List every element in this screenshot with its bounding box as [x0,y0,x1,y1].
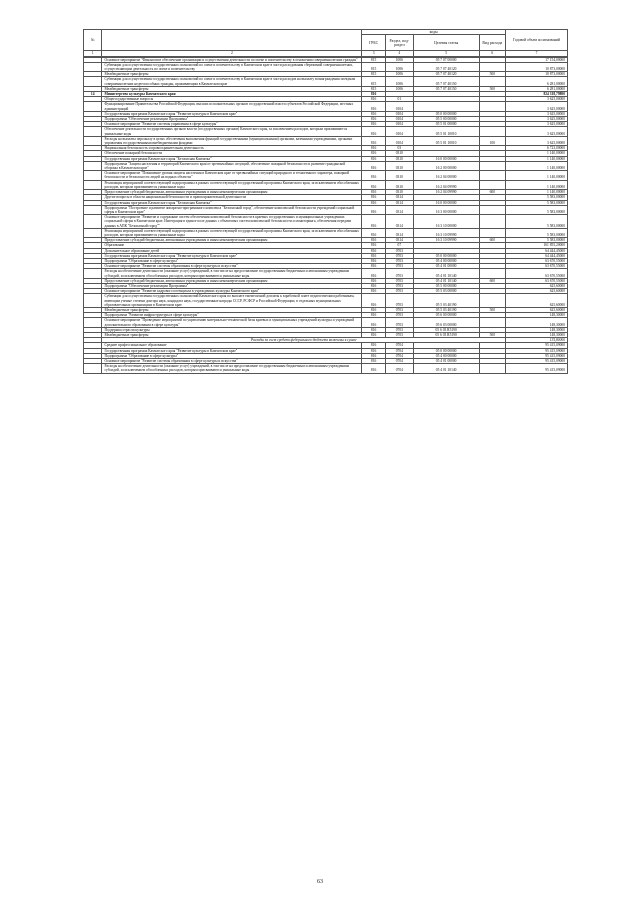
cell-name: Подпрограмма "Построение и развитие аппаратно-программного комплекса "Безопасный город", обеспечение комплексной безопасности учреждений социальной сферы в Камчатском крае" [102,205,362,214]
cell-name: Общегосударственные вопросы [102,97,362,102]
cell-grbs: 816 [362,180,386,189]
cell-name: Национальная безопасность и правоохранительная деятельность [102,146,362,151]
cell-name: Межбюджетные трансферты [102,307,362,312]
cell-name: Государственная программа Камчатского края "Развитие культуры в Камчатском крае" [102,348,362,353]
cell-sum: 135,80000 [505,338,567,343]
cell-grbs: 816 [362,136,386,145]
cell-note: Расходы за счет средств федерального бюджета включены в сумме [102,338,506,343]
cell-name: Основное мероприятие "Развитие системы образования в сфере культуры и искусства" [102,359,362,364]
cell-sum: 1 140,00000 [505,171,567,180]
header-sum: Годовой объем ассигнований [505,30,567,51]
cell-rz: 0704 [385,353,413,358]
cell-cs: 16 3 10 09990 [413,228,479,237]
cell-name: Подпрограмма "Образование в сфере культуры" [102,258,362,263]
cell-rz: 0703 [385,269,413,278]
cell-grbs: 816 [362,238,386,243]
cell-sum: 95 415,09000 [505,359,567,364]
cell-cs: 16 2 04 09990 [413,180,479,189]
header-grbs: ГРБС [362,35,386,51]
cell-cs: 05 5 00 00000 [413,283,479,288]
cell-grbs: 816 [362,343,386,348]
cell-vr [479,127,505,136]
cell-rz: 0314 [385,215,413,229]
cell-grbs: 816 [362,111,386,116]
cell-cs: 05 7 07 00000 [413,57,479,62]
cell-cs: 05 5 01 10010 [413,136,479,145]
cell-rz: 0703 [385,283,413,288]
header-name [102,30,362,51]
cell-cs: 05 4 01 00000 [413,359,479,364]
cell-rz: 0310 [385,180,413,189]
cell-grbs: 816 [362,243,386,248]
cell-grbs: 815 [362,77,386,86]
cell-grbs: 816 [362,92,386,97]
cell-name: Предоставление субсидий бюджетным, автономным учреждениям и иным некоммерческим организациям [102,278,362,283]
cell-cs: 05 6 03 R5190 [413,332,479,337]
cell-num [84,136,102,145]
cell-rz: 0704 [385,348,413,353]
cell-grbs: 816 [362,151,386,156]
cell-rz: 0703 [385,318,413,327]
table-row [84,77,568,86]
cell-name: Основное мероприятие "Повышение уровня защиты населения в Камчатском крае от чрезвычайных ситуаций природного и техногенного характера, пожарной безопасности и безопасности людей на водных объектах" [102,171,362,180]
cell-grbs: 816 [362,278,386,283]
cell-rz: 0310 [385,190,413,195]
cell-sum: 5 583,00000 [505,238,567,243]
cell-sum: 5 583,00000 [505,228,567,237]
cell-vr: 100 [479,136,505,145]
cell-name: Предоставление субсидий бюджетным, автономным учреждениям и иным некоммерческим организациям [102,238,362,243]
cell-name: Государственная программа Камчатского края "Развитие культуры в Камчатском крае" [102,111,362,116]
cell-rz: 0104 [385,127,413,136]
cell-cs: 05 5 03 40190 [413,307,479,312]
cell-sum: 10 873,00000 [505,62,567,71]
cell-vr [479,62,505,71]
cell-cs: 05 7 07 40120 [413,72,479,77]
cell-cs: 05 4 01 00000 [413,264,479,269]
cell-name: Расходы на обеспечение деятельности (оказание услуг) учреждений, в том числе на предоставление государственным бюджетным и автономным учреждениям субсидий, за исключением обособленных расходов, которым присваиваются уникальные коды [102,269,362,278]
table-body [84,56,568,373]
cell-cs: 05 7 07 40150 [413,77,479,86]
table-row [84,136,568,145]
cell-cs: 05 4 01 10140 [413,278,479,283]
index-cell: 7 [505,51,567,56]
cell-sum: 3 625,00000 [505,111,567,116]
cell-name: Государственная программа Камчатского края "Безопасная Камчатка" [102,200,362,205]
cell-name: Подпрограмма "Образование в сфере культуры" [102,353,362,358]
table-row [84,102,568,111]
cell-name: Образование [102,243,362,248]
header-rz: Раздел, под-раздел [385,35,413,51]
cell-rz: 0703 [385,332,413,337]
cell-rz: 0310 [385,156,413,161]
cell-cs: 05 4 01 10140 [413,269,479,278]
cell-sum: 1 140,00000 [505,180,567,189]
cell-sum: 6 281,00000 [505,77,567,86]
cell-grbs: 816 [362,353,386,358]
cell-grbs: 816 [362,122,386,127]
cell-grbs: 816 [362,313,386,318]
cell-cs: 16 0 00 00000 [413,200,479,205]
cell-vr [479,77,505,86]
cell-num [84,102,102,111]
cell-sum: 625,60000 [505,283,567,288]
cell-name: Межбюджетные трансферты [102,72,362,77]
cell-vr [479,228,505,237]
cell-sum: 1 140,00000 [505,161,567,170]
cell-rz: 1006 [385,62,413,71]
cell-grbs: 816 [362,327,386,332]
table-row [84,318,568,327]
cell-num [84,171,102,180]
table-row [84,205,568,214]
cell-num: 14 [84,92,102,97]
table-row [84,127,568,136]
cell-rz: 0314 [385,205,413,214]
cell-name: Субвенции для осуществления государственных полномочий по опеке и попечительству в Камчатском крае в части расходования сбережений совершеннолетних, осуществляющим деятельность по опеке и попечительству [102,62,362,71]
cell-sum: 6 723,00000 [505,146,567,151]
cell-num [84,228,102,237]
cell-grbs: 815 [362,86,386,91]
cell-rz: 07 [385,243,413,248]
cell-vr: 600 [479,238,505,243]
cell-name: Обеспечение деятельности государственных органов власти (государственных органов) Камчатского края, за исключением расходов, которым присваиваются уникальные коды [102,127,362,136]
cell-cs: 05 6 03 R5190 [413,327,479,332]
cell-grbs: 816 [362,264,386,269]
cell-grbs: 816 [362,294,386,308]
cell-grbs: 816 [362,161,386,170]
cell-vr [479,269,505,278]
cell-name: Основное мероприятие "Развитие и содержание систем обеспечения комплексной безопасности в краевых государственных и муниципальных учреждениях социальной сферы в Камчатском крае. Интеграция в единое поле данных с объектовых систем комплексной безопасности и мониторинга, обеспечения передачи данных в АПК "Безопасный город"" [102,215,362,229]
cell-name: Подпрограмма "Обеспечение реализации Программы" [102,117,362,122]
cell-sum: 64 444,45000 [505,248,567,253]
cell-grbs: 816 [362,205,386,214]
cell-sum: 63 670,55000 [505,264,567,269]
cell-rz: 0310 [385,151,413,156]
cell-vr: 500 [479,86,505,91]
cell-grbs: 815 [362,62,386,71]
cell-sum: 148,30000 [505,327,567,332]
cell-sum: 1 140,00000 [505,156,567,161]
cell-grbs: 816 [362,97,386,102]
cell-sum: 63 670,55000 [505,278,567,283]
cell-name: Функционирование Правительства Российской Федерации, высших исполнительных органов государственной власти субъектов Российской Федерации, местных администраций [102,102,362,111]
cell-rz: 1006 [385,86,413,91]
cell-name: Субвенции для осуществления государственных полномочий по опеке и попечительству в Камчатском крае в части расходов на выплату вознаграждения опекунам совершеннолетних недееспособных граждан, проживающим в Камчатском крае [102,77,362,86]
cell-sum: 95 415,09000 [505,343,567,348]
cell-num [84,77,102,86]
cell-rz: 1006 [385,77,413,86]
cell-num [84,127,102,136]
cell-rz: 0310 [385,171,413,180]
cell-grbs: 816 [362,200,386,205]
cell-sum: 10 873,00000 [505,72,567,77]
cell-sum: 63 670,55000 [505,269,567,278]
cell-sum: 5 583,00000 [505,200,567,205]
cell-rz: 0314 [385,200,413,205]
cell-name: Подпрограмма "Защита населения и территорий Камчатского края от чрезвычайных ситуаций, обеспечение пожарной безопасности и развитие гражданской обороны в Камчатском крае" [102,161,362,170]
cell-cs: 05 6 03 00000 [413,318,479,327]
cell-vr [479,102,505,111]
cell-grbs: 816 [362,348,386,353]
cell-name: Обеспечение пожарной безопасности [102,151,362,156]
cell-sum: 625,60000 [505,307,567,312]
cell-name: Субвенции для осуществления государственных полномочий Камчатского края по выплате ежемесячной доплаты к заработной плате педагогическим работникам, имеющим ученые степени доктора наук, кандидата наук, государственные награды СССР, РСФСР и Российской Федерации, в отдельных муниципальных образовательных организациях в Камчатском крае [102,294,362,308]
cell-name: Предоставление субсидий бюджетным, автономным учреждениям и иным некоммерческим организациям [102,190,362,195]
cell-grbs: 816 [362,332,386,337]
cell-sum: 148,30000 [505,332,567,337]
cell-sum: 95 415,09000 [505,364,567,373]
cell-vr [479,180,505,189]
cell-sum: 3 625,00000 [505,117,567,122]
cell-rz: 0704 [385,364,413,373]
cell-rz: 0104 [385,102,413,111]
cell-rz: 1006 [385,57,413,62]
cell-rz: 0703 [385,294,413,308]
cell-rz: 0704 [385,359,413,364]
cell-rz: 0314 [385,195,413,200]
cell-num [84,318,102,327]
cell-cs: 05 4 01 10140 [413,364,479,373]
cell-sum: 3 625,00000 [505,127,567,136]
cell-grbs: 816 [362,127,386,136]
cell-grbs: 816 [362,289,386,294]
cell-rz: 01 [385,97,413,102]
cell-name: Государственная программа Камчатского края "Развитие культуры в Камчатском крае" [102,253,362,258]
cell-grbs: 816 [362,359,386,364]
cell-cs: 05 5 03 00000 [413,289,479,294]
cell-cs: 05 0 00 00000 [413,253,479,258]
cell-vr [479,294,505,308]
cell-name: Подпрограмма "Обеспечение реализации Программы" [102,283,362,288]
cell-vr: 500 [479,307,505,312]
cell-name: Основное мероприятие "Развитие кадрового потенциала в учреждениях культуры Камчатского края" [102,289,362,294]
cell-rz: 03 [385,146,413,151]
cell-name: Межбюджетные трансферты [102,86,362,91]
cell-cs: 05 4 00 00000 [413,258,479,263]
cell-name: Межбюджетные трансферты [102,332,362,337]
cell-sum: 161 855,20000 [505,243,567,248]
cell-sum: 824 318,79800 [505,92,567,97]
cell-name: Расходы на выплаты персоналу в целях обеспечения выполнения функций государственными (муниципальными) органами, казенными учреждениями, органами управления государственными внебюджетными фондами [102,136,362,145]
index-cell: 4 [385,51,413,56]
cell-cs: 05 5 01 10010 [413,127,479,136]
cell-num [84,294,102,308]
cell-sum: 17 154,00000 [505,57,567,62]
header-cs: Целевая статья [413,35,479,51]
header-codes: коды [362,30,506,35]
cell-vr [479,161,505,170]
cell-sum: 148,30000 [505,318,567,327]
index-cell: 3 [362,51,386,56]
cell-num [84,62,102,71]
cell-grbs: 816 [362,307,386,312]
cell-cs: 05 0 00 00000 [413,348,479,353]
header-vr: Вид расхода [479,35,505,51]
cell-name: Основное мероприятие "Проведение мероприятий по укреплению материально-технической базы краевых и муниципальных учреждений культуры и учреждений дополнительного образования в сфере культуры" [102,318,362,327]
header-num: № [84,30,102,51]
cell-sum: 625,60000 [505,294,567,308]
cell-vr: 600 [479,190,505,195]
cell-sum: 64 444,45000 [505,253,567,258]
cell-rz: 0310 [385,161,413,170]
cell-num [84,364,102,373]
cell-sum: 625,60000 [505,289,567,294]
cell-num [84,180,102,189]
cell-sum: 63 670,55000 [505,258,567,263]
table-row [84,269,568,278]
cell-cs: 16 2 04 00000 [413,171,479,180]
cell-name: Подпрограмма "Развитие инфраструктуры в сфере культуры" [102,313,362,318]
cell-vr [479,215,505,229]
cell-sum: 3 625,00000 [505,122,567,127]
cell-sum: 1 140,00000 [505,151,567,156]
cell-cs: 05 4 00 00000 [413,353,479,358]
cell-name: Государственная программа Камчатского края "Безопасная Камчатка" [102,156,362,161]
cell-rz: 0703 [385,313,413,318]
cell-sum: 3 625,00000 [505,136,567,145]
cell-grbs: 816 [362,253,386,258]
cell-cs [413,102,479,111]
index-cell: 2 [102,51,362,56]
cell-name: Среднее профессиональное образование [102,343,362,348]
budget-table [83,29,568,374]
cell-grbs: 816 [362,190,386,195]
cell-grbs: 816 [362,258,386,263]
cell-name: Реализация мероприятий соответствующей подпрограммы в рамках соответствующей государственной программы Камчатского края, за исключением обособленных расходов, которым присваиваются уникальные коды [102,180,362,189]
cell-grbs: 816 [362,102,386,111]
cell-grbs: 816 [362,215,386,229]
cell-grbs: 816 [362,156,386,161]
table-row [84,161,568,170]
cell-sum: 95 415,09000 [505,353,567,358]
cell-cs: 05 0 00 00000 [413,111,479,116]
cell-num [84,205,102,214]
cell-grbs: 815 [362,57,386,62]
cell-name: Основное мероприятие "Финансовое обеспечение организации и осуществления деятельности по опеке и попечительству в отношении совершеннолетних граждан" [102,57,362,62]
cell-vr: 500 [479,332,505,337]
cell-grbs: 816 [362,171,386,180]
cell-name: Реализация мероприятий соответствующей подпрограммы в рамках соответствующей государственной программы Камчатского края, за исключением обособленных расходов, которым присваиваются уникальные коды [102,228,362,237]
cell-sum: 95 415,09000 [505,348,567,353]
cell-rz: 0703 [385,307,413,312]
cell-grbs: 816 [362,364,386,373]
cell-cs: 05 7 07 40150 [413,86,479,91]
cell-sum: 3 625,00000 [505,102,567,111]
cell-grbs: 816 [362,283,386,288]
cell-rz: 0104 [385,111,413,116]
cell-cs: 05 5 01 00000 [413,122,479,127]
table-row [84,180,568,189]
cell-vr: 600 [479,278,505,283]
cell-rz: 0104 [385,136,413,145]
cell-vr [479,205,505,214]
cell-cs: 05 5 00 00000 [413,117,479,122]
table-row [84,62,568,71]
cell-cs: 16 3 10 00000 [413,215,479,229]
cell-grbs: 816 [362,146,386,151]
cell-grbs: 816 [362,318,386,327]
cell-cs: 16 2 00 00000 [413,161,479,170]
cell-grbs: 816 [362,248,386,253]
cell-rz: 0314 [385,228,413,237]
index-cell: 1 [84,51,102,56]
index-cell: 6 [479,51,505,56]
cell-cs: 16 3 10 09990 [413,238,479,243]
table-row [84,171,568,180]
page-number: 63 [317,879,323,885]
cell-grbs: 816 [362,195,386,200]
cell-sum: 5 583,00000 [505,205,567,214]
cell-cs: 05 5 03 40190 [413,294,479,308]
cell-cs: 05 6 00 00000 [413,313,479,318]
cell-grbs: 816 [362,228,386,237]
cell-rz: 0314 [385,238,413,243]
cell-rz: 0703 [385,264,413,269]
cell-rz: 0703 [385,248,413,253]
cell-name: Поддержка отрасли культуры [102,327,362,332]
cell-num [84,161,102,170]
table-row [84,215,568,229]
cell-cs: 16 0 00 00000 [413,156,479,161]
cell-sum: 6 281,00000 [505,86,567,91]
cell-num [84,215,102,229]
cell-name: Основное мероприятие "Развитие системы образования в сфере культуры и искусства" [102,264,362,269]
cell-vr [479,364,505,373]
cell-sum: 3 625,00000 [505,97,567,102]
cell-num [84,269,102,278]
cell-rz: 0703 [385,289,413,294]
index-cell: 5 [413,51,479,56]
cell-rz: 0104 [385,122,413,127]
cell-cs: 05 7 07 40120 [413,62,479,71]
cell-name: Дополнительное образование детей [102,248,362,253]
cell-grbs: 816 [362,269,386,278]
table-row [84,228,568,237]
cell-sum: 1 140,00000 [505,190,567,195]
cell-rz: 0703 [385,278,413,283]
cell-vr [479,318,505,327]
cell-rz: 0703 [385,258,413,263]
table-row [84,364,568,373]
table-row [84,294,568,308]
cell-name: Министерство культуры Камчатского края [102,92,362,97]
cell-sum: 5 583,00000 [505,195,567,200]
cell-grbs: 815 [362,72,386,77]
cell-grbs: 816 [362,117,386,122]
cell-sum: 5 583,00000 [505,215,567,229]
cell-rz: 0703 [385,253,413,258]
cell-name: Расходы на обеспечение деятельности (оказание услуг) учреждений, в том числе на предоставление государственным бюджетным и автономным учреждениям субсидий, за исключением обособленных расходов, которым присваиваются уникальные коды [102,364,362,373]
cell-cs: 16 2 04 09990 [413,190,479,195]
cell-rz: 0703 [385,327,413,332]
cell-vr [479,171,505,180]
cell-sum: 148,30000 [505,313,567,318]
cell-rz: 1006 [385,72,413,77]
cell-cs: 16 3 00 00000 [413,205,479,214]
cell-name: Основное мероприятие "Развитие системы управления в сфере культуры" [102,122,362,127]
cell-rz: 0104 [385,117,413,122]
cell-name: Другие вопросы в области национальной безопасности и правоохранительной деятельности [102,195,362,200]
cell-rz: 0704 [385,343,413,348]
cell-vr: 500 [479,72,505,77]
